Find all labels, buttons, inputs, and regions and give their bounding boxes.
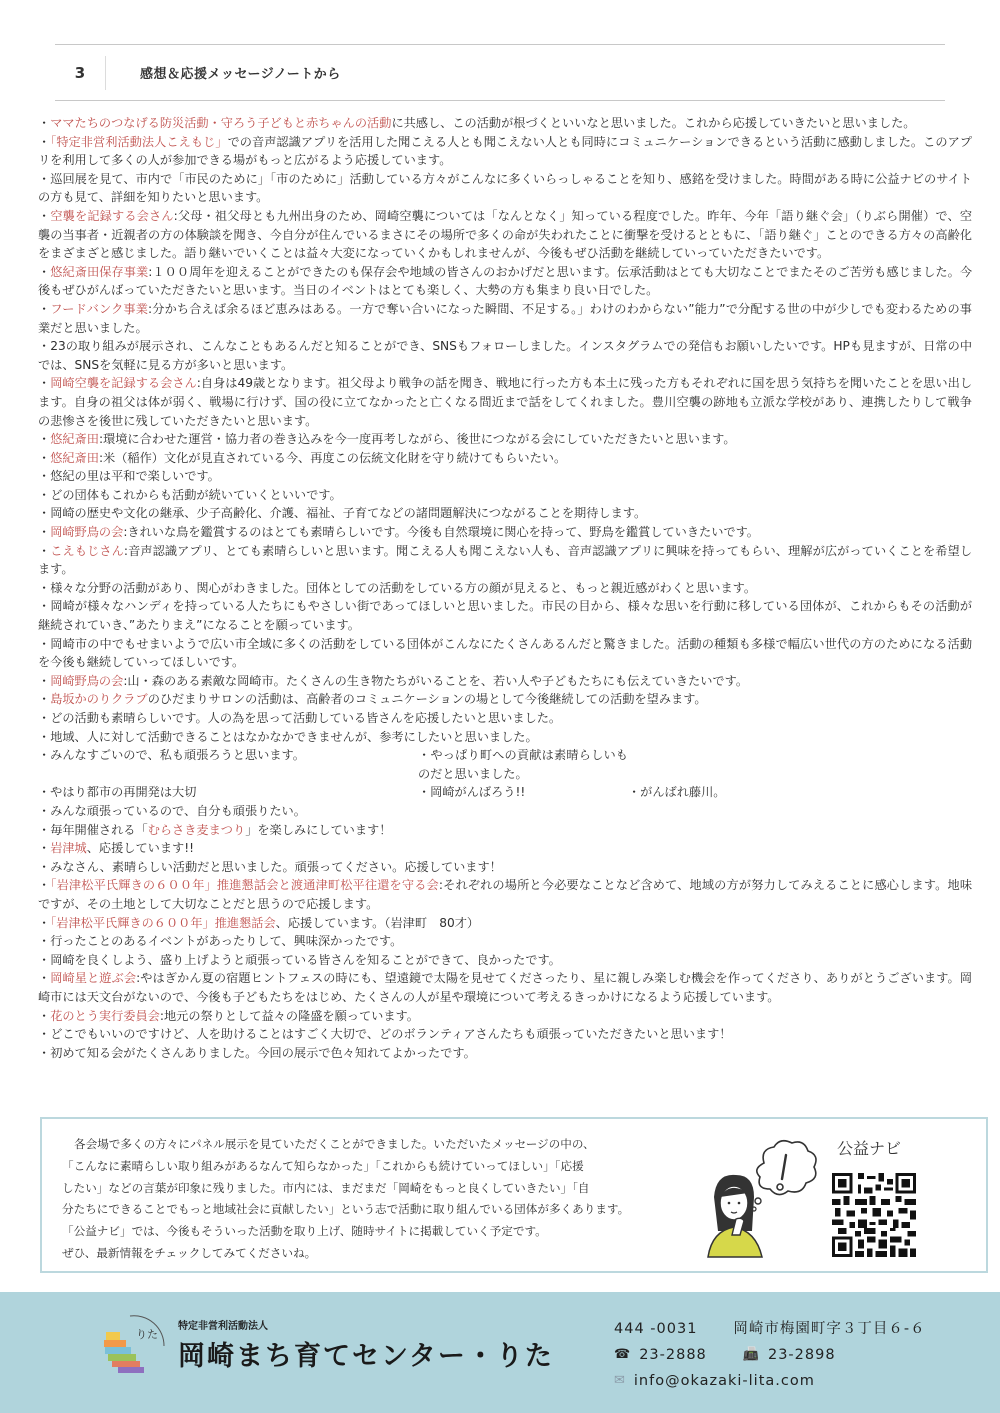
comment-text: :地元の祭りとして益々の隆盛を願っています。	[159, 1008, 419, 1023]
bullet: ・	[38, 264, 51, 279]
short-comment-rows	[38, 746, 972, 802]
comment-item	[38, 170, 972, 207]
comment-item	[38, 1007, 972, 1026]
comment-text: 初めて知る会がたくさんありました。今回の展示で色々知れてよかったです。	[50, 1045, 476, 1060]
bullet: ・	[38, 487, 51, 502]
comment-item: ・岡崎がんばろう!!	[418, 785, 526, 800]
address: 岡崎市梅園町字３丁目６-６	[733, 1321, 926, 1337]
comment-item	[38, 449, 972, 468]
comment-text: 地域、人に対して活動できることはなかなかできませんが、参考にしたいと思いました。	[50, 729, 538, 744]
comment-item	[38, 821, 972, 840]
comment-text: みなさん、素晴らしい活動だと思いました。頑張ってください。応援しています！	[50, 859, 502, 874]
comment-text: :音声認識アプリ、とても素晴らしいと思います。聞こえる人も聞こえない人も、音声認識アプリに興味を持ってもらい、理解が広がっていくことを希望します。	[38, 543, 973, 577]
comment-text: 行ったことのあるイベントがあったりして、興味深かったです。	[50, 934, 403, 949]
organization-name: こえもじさん	[50, 543, 124, 558]
comment-item	[38, 133, 972, 170]
comment-list	[38, 114, 972, 1062]
organization-name: 岡崎野鳥の会	[50, 673, 124, 688]
bullet: ・	[38, 803, 51, 818]
organization-name: 岡崎空襲を記録する会さん	[50, 376, 197, 391]
comment-text: 23の取り組みが展示され、こんなこともあるんだと知ることができ、SNSもフォローしました。インスタグラムでの発信もお願いしたいです。HPも見ますが、日常の中では、SNSを気軽に見る方が多いと思います。	[38, 339, 973, 372]
comment-text: どの活動も素晴らしいです。人の為を思って活動している皆さんを応援したいと思いました。	[50, 711, 562, 725]
comment-text: 様々な分野の活動があり、関心がわきました。団体としての活動をしている方の顔が見えると、もっと親近感がわくと思います。	[50, 580, 757, 595]
comment-item	[38, 728, 972, 747]
comment-item: ・やはり都市の再開発は大切	[38, 785, 197, 800]
note-line: 分たちにできることでもっと地域社会に貢献したい」という志で活動に取り組んでいる団体が多くあります。	[62, 1202, 630, 1217]
bullet: ・	[38, 432, 51, 447]
comment-item	[38, 690, 972, 709]
bullet: ・	[38, 878, 51, 893]
organization-name: 「特定非営利活動法人こえもじ」	[50, 134, 228, 149]
comment-text: どこでもいいのですけど、人を助けることはすごく大切で、どのボランティアさんたちも頑張っていただきたいと思います！	[50, 1027, 732, 1042]
comment-text: :やはぎかん夏の宿題ヒントフェスの時にも、望遠鏡で太陽を見せてくださったり、星に親しみ楽しむ機会を作ってくださり、ありがとうございます。岡崎市には天文台がないので、今後も子どもたちをはじめ、たくさんの人が星や環境について考えるきっかけになるよう応援しています。	[38, 971, 973, 1004]
comment-item	[38, 672, 972, 691]
comment-item	[38, 207, 972, 263]
bullet: ・	[38, 859, 51, 874]
comment-item	[38, 1044, 972, 1063]
section-divider	[105, 56, 106, 90]
bullet: ・	[38, 134, 51, 149]
comment-text: :きれいな鳥を鑑賞するのはとても素晴らしいです。今後も自然環境に関心を持って、野鳥を鑑賞していきたいです。	[123, 525, 759, 540]
bullet: ・	[38, 525, 51, 540]
comment-text: :父母・祖父母とも九州出身のため、岡崎空襲については「なんとなく」知っている程度でした。昨年、今年「語り継ぐ会」（りぶら開催）で、空襲の当事者・近親者の方の体験談を聞き、今自分が住んでいるまさにその場所で多くの命が失われたことに衝撃を受けるとともに、「語り継ぐ」ことのできる方々の高齢化をまざまざと感じました。語り継いでいくことは益々大変になっていくかもしれませんが、今後もぜひ活動を継続していっていただきたいです。	[38, 208, 973, 261]
comment-item	[38, 914, 972, 933]
comment-text: での音声認識アプリを活用した聞こえる人とも聞こえない人とも同時にコミュニケーションできるという活動に感動しました。このアプリを利用して多くの人が参加できる場がもっと広がるよう応援しています。	[38, 134, 973, 168]
lita-logo-icon	[100, 1310, 170, 1380]
comment-item	[38, 969, 972, 1006]
comment-item	[38, 951, 972, 970]
comment-item	[38, 430, 972, 449]
organization-name: 悠紀斎田保存事業	[50, 264, 149, 279]
organization-name: 岩津城	[50, 841, 87, 856]
organization-name: 島坂かのりクラブ	[50, 692, 148, 707]
comment-item	[38, 523, 972, 542]
bullet: ・	[38, 729, 51, 744]
comment-item: ・がんばれ藤川。	[628, 785, 726, 800]
comment-item: ・やっぱり町への貢献は素晴らしいものだと思いました。	[418, 748, 628, 781]
comment-text: 岡崎を良くしよう、盛り上げようと頑張っている皆さんを知ることができて、良かったです。	[50, 952, 561, 967]
comment-item	[38, 876, 972, 913]
bullet: ・	[38, 636, 51, 651]
comment-group	[38, 802, 972, 1062]
comment-item	[38, 263, 972, 300]
comment-text: 、応援しています!!	[86, 841, 195, 856]
svg-text:りた: りた	[136, 1328, 158, 1341]
comment-row	[38, 746, 972, 783]
comment-item	[38, 114, 972, 133]
comment-text: 悠紀の里は平和で楽しいです。	[50, 469, 220, 484]
comment-item	[38, 374, 972, 430]
comment-text: :分かち合えば余るほど恵みはある。一方で奪い合いになった瞬間、不足する。」わけのわからない”能力”で分配する世の中が少しでも変わるための事業だと思いました。	[38, 301, 972, 335]
organization-name: 岡崎星と遊ぶ会	[50, 971, 137, 986]
comment-item	[38, 802, 972, 821]
email-link[interactable]: info@okazaki-lita.com	[633, 1373, 815, 1389]
organization-name: 悠紀斎田	[50, 432, 99, 447]
comment-text: :それぞれの場所と今必要なことなど含めて、地域の方が努力してみえることに感心します。地味ですが、その土地として大切なことだと思うので応援します。	[38, 878, 973, 911]
comment-text: 岡崎市の中でもせまいようで広い市全域に多くの活動をしている団体がこんなにたくさんあるんだと驚きました。活動の種類も多様で幅広い世代の方のためになる活動を今後も継続していってほしいです。	[38, 636, 973, 670]
organization-name: フードバンク事業	[50, 301, 149, 316]
section-title: 感想＆応援メッセージノートから	[140, 67, 341, 82]
fax-number: 23-2898	[767, 1347, 836, 1363]
comment-item	[38, 467, 972, 486]
comment-text: 巡回展を見て、市内で「市民のために」「市のために」活動している方々がこんなに多くいらっしゃることを知り、感銘を受けました。時間がある時に公益ナビのサイトの方も見て、詳細を知りたいと思います。	[38, 171, 972, 205]
bullet: ・	[38, 952, 51, 967]
comment-text: :１００周年を迎えることができたのも保存会や地域の皆さんのおかげだと思います。伝承活動はとても大切なことでまたそのご苦労も感じました。今後もぜひがんばっていただきたいと思います。当日のイベントはとても楽しく、大勢の方も集まり良い日でした。	[38, 264, 973, 298]
comment-text: 岡崎が様々なハンディを持っている人たちにもやさしい街であってほしいと思いました。市民の目から、様々な思いを行動に移している団体が、これからもその活動が継続されていき、”あたりまえ”になることを願っています。	[38, 599, 973, 633]
comment-item	[38, 486, 972, 505]
comment-item	[38, 542, 972, 579]
comment-text: :環境に合わせた運営・協力者の巻き込みを今一度再考しながら、後世につながる会にしていただきたいと思います。	[98, 432, 736, 447]
comment-item	[38, 597, 972, 634]
thinking-woman-illustration	[702, 1139, 832, 1259]
organization-name: 空襲を記録する会さん	[50, 208, 174, 223]
bullet: ・	[38, 822, 51, 837]
comment-group	[38, 114, 972, 746]
bullet: ・	[38, 116, 51, 130]
summary-note-text	[62, 1134, 702, 1265]
note-line: 「公益ナビ」では、今後もそういった活動を取り上げ、随時サイトに掲載していく予定です。	[62, 1224, 547, 1239]
section-header	[55, 45, 945, 100]
organization-name: 「岩津松平氏輝きの６００年」推進懇話会	[50, 915, 276, 930]
bullet: ・	[38, 934, 51, 949]
note-line: したい」などの言葉が印象に残りました。市内には、まだまだ「岡崎をもっと良くしていきたい」「自	[62, 1180, 590, 1195]
organization-name: 花のとう実行委員会	[50, 1008, 160, 1023]
comment-item	[38, 858, 972, 877]
comment-item	[38, 504, 972, 523]
bullet: ・	[38, 208, 51, 223]
footer	[0, 1292, 1000, 1413]
comment-text: :自身は49歳となります。祖父母より戦争の話を聞き、戦地に行った方も本土に残った方もそれぞれに国を思う気持ちを聞いたことを思い出します。自身の祖父は体が弱く、戦場に行けず、国の役に立てなかったと亡くなる間近まで話をしてくれました。豊川空襲の跡地も立派な学校があり、連携したりして戦争の悲惨さを後世に残していただきたいと思います。	[38, 376, 973, 428]
bullet: ・	[38, 692, 51, 707]
comment-text: どの団体もこれからも活動が続いていくといいです。	[50, 487, 342, 502]
bullet: ・	[38, 580, 51, 595]
comment-text: 」を楽しみにしています！	[245, 822, 392, 837]
comment-item	[38, 932, 972, 951]
summary-note-box	[40, 1117, 988, 1273]
comment-text: 毎年開催される「	[50, 822, 148, 837]
bullet: ・	[38, 841, 51, 856]
phone-number[interactable]: 23-2888	[639, 1347, 707, 1363]
organization-name: 悠紀斎田	[50, 450, 99, 465]
comment-item	[38, 337, 972, 374]
phone-icon: ☎	[614, 1347, 632, 1362]
bullet: ・	[38, 339, 51, 354]
comment-item	[38, 635, 972, 672]
organization-name: 「岩津松平氏輝きの６００年」推進懇話会と渡通津町松平往還を守る会	[50, 878, 439, 893]
comment-text: :米（稲作）文化が見直されている今、再度この伝統文化財を守り続けてもらいたい。	[98, 450, 567, 465]
bullet: ・	[38, 543, 51, 558]
bullet: ・	[38, 915, 51, 930]
bullet: ・	[38, 450, 51, 465]
bullet: ・	[38, 1027, 51, 1042]
comment-item	[38, 579, 972, 598]
comment-text: に共感し、この活動が根づくといいなと思いました。これから応援していきたいと思いました。	[391, 116, 916, 130]
comment-item: ・みんなすごいので、私も頑張ろうと思います。	[38, 748, 305, 763]
comment-text: 岡崎の歴史や文化の継承、少子高齢化、介護、福祉、子育てなどの諸問題解決につながることを期待します。	[50, 506, 647, 521]
bullet: ・	[38, 599, 51, 614]
bullet: ・	[38, 469, 51, 484]
comment-item	[38, 839, 972, 858]
organization-name: むらさき麦まつり	[147, 822, 246, 837]
bullet: ・	[38, 301, 51, 316]
fax-icon: 📠	[742, 1347, 760, 1362]
comment-item	[38, 709, 972, 728]
comment-row	[38, 783, 972, 802]
bullet: ・	[38, 971, 51, 986]
koueki-navi-label: 公益ナビ	[837, 1139, 902, 1158]
comment-text: みんな頑張っているので、自分も頑張りたい。	[50, 803, 306, 818]
note-line: ぜひ、最新情報をチェックしてみてくださいね。	[62, 1245, 317, 1260]
note-line: 「こんなに素晴らしい取り組みがあるなんて知らなかった」「これからも続けていってほしい」「応援	[62, 1158, 584, 1173]
bottom-rule	[55, 100, 945, 101]
comment-item	[38, 300, 972, 337]
comment-text: 、応援しています。（岩津町 80才）	[275, 915, 480, 930]
bullet: ・	[38, 171, 51, 186]
comment-text: のひだまりサロンの活動は、高齢者のコミュニケーションの場として今後継続しての活動を望みます。	[147, 692, 707, 707]
postal-code: 444 -0031	[614, 1321, 698, 1337]
bullet: ・	[38, 1045, 51, 1060]
contact-info	[614, 1316, 926, 1394]
bullet: ・	[38, 673, 51, 688]
bullet: ・	[38, 376, 51, 391]
qr-code-icon[interactable]	[832, 1173, 916, 1257]
organization-name: 岡崎野鳥の会	[50, 525, 124, 540]
comment-item	[38, 1025, 972, 1044]
organization-name: ママたちのつなげる防災活動・守ろう子どもと赤ちゃんの活動	[50, 116, 392, 130]
bullet: ・	[38, 506, 51, 521]
mail-icon: ✉	[614, 1373, 626, 1388]
comment-text: :山・森のある素敵な岡崎市。たくさんの生き物たちがいることを、若い人や子どもたちにも伝えていきたいです。	[123, 673, 749, 688]
section-number: 3	[74, 63, 86, 82]
org-name: 岡崎まち育てセンター・りた	[178, 1341, 554, 1372]
note-line: 各会場で多くの方々にパネル展示を見ていただくことができました。いただいたメッセージの中の、	[74, 1137, 595, 1151]
bullet: ・	[38, 711, 51, 725]
org-type: 特定非営利活動法人	[178, 1321, 268, 1332]
bullet: ・	[38, 1008, 51, 1023]
